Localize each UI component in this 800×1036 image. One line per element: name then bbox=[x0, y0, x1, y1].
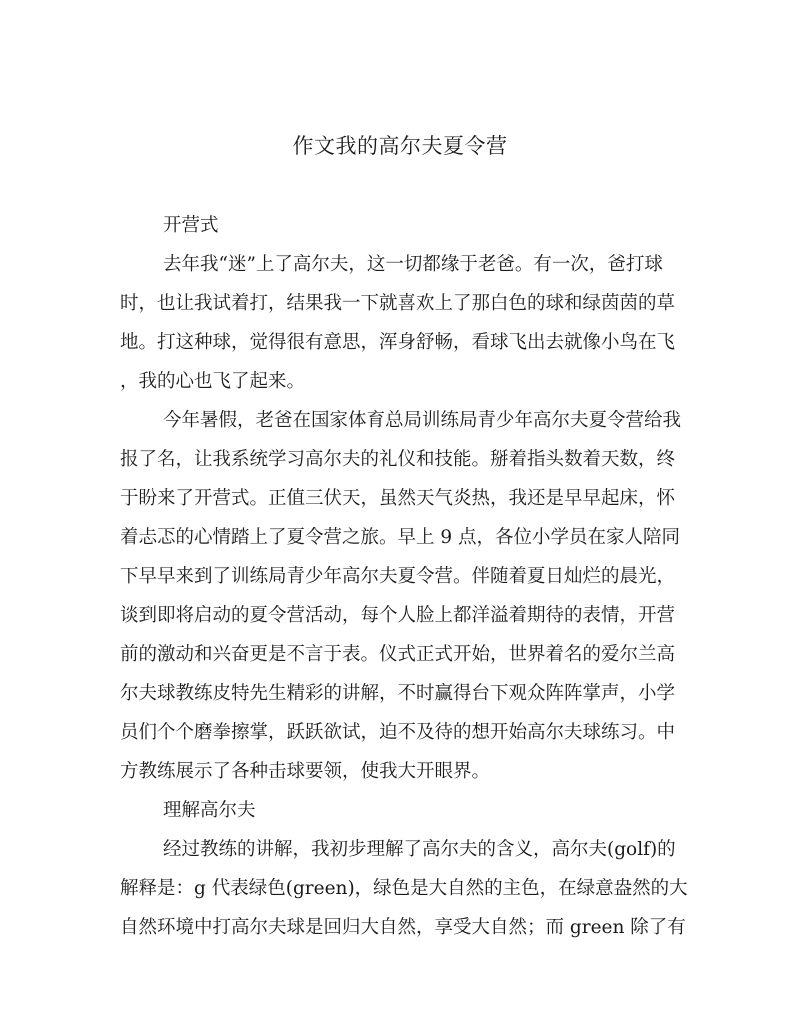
section-heading-understanding: 理解高尔夫 bbox=[163, 800, 256, 821]
section-heading-opening: 开营式 bbox=[163, 215, 219, 236]
paragraph-2-line-1: 今年暑假，老爸在国家体育总局训练局青少年高尔夫夏令营给我 bbox=[163, 410, 682, 431]
paragraph-1-line-2: 时，也让我试着打，结果我一下就喜欢上了那白色的球和绿茵茵的草 bbox=[120, 293, 676, 314]
paragraph-1-line-1: 去年我“迷”上了高尔夫，这一切都缘于老爸。有一次，爸打球 bbox=[163, 254, 663, 275]
paragraph-3-line-2: 解释是：g 代表绿色(green)，绿色是大自然的主色，在绿意盎然的大 bbox=[120, 878, 688, 899]
paragraph-3-line-1: 经过教练的讲解，我初步理解了高尔夫的含义，高尔夫(golf)的 bbox=[163, 839, 676, 860]
paragraph-2-line-3: 于盼来了开营式。正值三伏天，虽然天气炎热，我还是早早起床，怀 bbox=[120, 488, 676, 509]
paragraph-2-line-4: 着忐忑的心情踏上了夏令营之旅。早上 9 点，各位小学员在家人陪同 bbox=[120, 527, 681, 548]
paragraph-3-line-3: 自然环境中打高尔夫球是回归大自然，享受大自然；而 green 除了有 bbox=[120, 917, 686, 938]
paragraph-1-line-3: 地。打这种球，觉得很有意思，浑身舒畅，看球飞出去就像小鸟在飞 bbox=[120, 332, 676, 353]
paragraph-1-line-4: ，我的心也飞了起来。 bbox=[120, 371, 306, 392]
document-title: 作文我的高尔夫夏令营 bbox=[292, 134, 508, 158]
paragraph-2-line-8: 尔夫球教练皮特先生精彩的讲解，不时赢得台下观众阵阵掌声，小学 bbox=[120, 683, 676, 704]
paragraph-2-line-7: 前的激动和兴奋更是不言于表。仪式正式开始，世界着名的爱尔兰高 bbox=[120, 644, 676, 665]
paragraph-2-line-9: 员们个个磨拳擦掌，跃跃欲试，迫不及待的想开始高尔夫球练习。中 bbox=[120, 722, 676, 743]
paragraph-2-line-6: 谈到即将启动的夏令营活动，每个人脸上都洋溢着期待的表情，开营 bbox=[120, 605, 676, 626]
paragraph-2-line-5: 下早早来到了训练局青少年高尔夫夏令营。伴随着夏日灿烂的晨光， bbox=[120, 566, 676, 587]
paragraph-2-line-10: 方教练展示了各种击球要领，使我大开眼界。 bbox=[120, 761, 491, 782]
paragraph-2-line-2: 报了名，让我系统学习高尔夫的礼仪和技能。掰着指头数着天数，终 bbox=[120, 449, 676, 470]
